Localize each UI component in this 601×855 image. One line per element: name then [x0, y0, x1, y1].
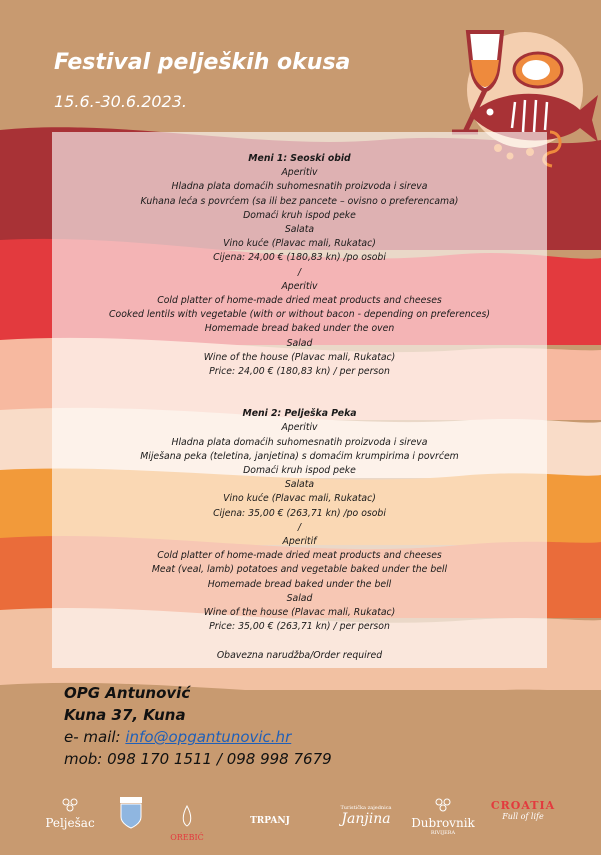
menu1-line-en: Homemade bread baked under the oven [204, 323, 395, 335]
menu2-line: Domaći kruh ispod peke [243, 465, 356, 477]
email-row [64, 726, 332, 748]
menu2-line-en: Meat (veal, lamb) potatoes and vegetable baked under the bell [151, 564, 448, 576]
menu1-line: Salata [284, 224, 315, 236]
trpanj-label: TRPANJ [250, 816, 290, 826]
business-address: Kuna 37, Kuna [64, 706, 186, 724]
menu1-line: Kuhana leća s povrćem (sa ili bez pancete – ovisno o preferencama) [140, 195, 459, 207]
croatia-logo [488, 799, 558, 821]
menu-text [52, 152, 547, 663]
menu1-line-en: Salad [286, 337, 313, 349]
menu2-line-en: Cold platter of home-made dried meat products and cheeses [157, 550, 442, 562]
contact-block [64, 682, 332, 770]
menu2-separator: / [297, 521, 302, 533]
orebic-label: OREBIĆ [170, 833, 204, 842]
business-name: OPG Antunović [64, 684, 191, 702]
dubrovnik-sub-label: RIVIJERA [430, 830, 456, 836]
menu1-line-en: Wine of the house (Plavac mali, Rukatac) [203, 351, 396, 363]
order-note: Obavezna narudžba/Order required [216, 649, 383, 661]
menu1-line-en: Aperitiv [281, 280, 318, 292]
menu2-line: Aperitiv [281, 422, 318, 434]
croatia-sub-label: Full of life [502, 812, 544, 821]
trpanj-logo [230, 813, 310, 826]
menu2-line: Hladna plata domaćih suhomesnatih proizvoda i sireva [171, 436, 428, 448]
coat-of-arms-logo [116, 795, 146, 832]
page-title: Festival peljeških okusa [54, 50, 351, 75]
menu1-line-en: Cooked lentils with vegetable (with or without bacon - depending on preferences) [109, 309, 490, 321]
dubrovnik-logo [408, 797, 478, 836]
menu2-line-en: Wine of the house (Plavac mali, Rukatac) [203, 607, 396, 619]
menu1-title: Meni 1: Seoski obid [248, 153, 351, 164]
menu2-line: Salata [284, 479, 315, 491]
menu2-line-en: Salad [286, 592, 313, 604]
menu1-price-hr: Cijena: 24,00 € (180,83 kn) /po osobi [213, 252, 386, 264]
email-label: e- mail: [64, 728, 126, 746]
menu1-price-en: Price: 24,00 € (180,83 kn) / per person [209, 366, 390, 378]
menu1-line: Aperitiv [281, 167, 318, 179]
dubrovnik-label: Dubrovnik [411, 816, 475, 830]
menu1-line-en: Cold platter of home-made dried meat products and cheeses [157, 295, 442, 307]
janjina-small-label: Turistička zajednica [340, 805, 392, 811]
phone-numbers: mob: 098 170 1511 / 098 998 7679 [64, 750, 332, 768]
menu1-separator: / [297, 266, 302, 278]
grape-icon [433, 797, 453, 813]
menu2-price-hr: Cijena: 35,00 € (263,71 kn) /po osobi [213, 507, 386, 519]
menu2-line-en: Aperitif [282, 536, 317, 548]
wine-drop-icon [180, 805, 194, 827]
peljesac-label: Pelješac [45, 816, 95, 830]
shield-icon [118, 795, 144, 829]
croatia-label: CROATIA [490, 799, 556, 812]
orebic-logo [162, 805, 212, 843]
grape-icon [60, 797, 80, 813]
menu2-line: Vino kuće (Plavac mali, Rukatac) [223, 493, 376, 505]
menu2-price-en: Price: 35,00 € (263,71 kn) / per person [209, 621, 390, 633]
menu2-line: Miješana peka (teletina, janjetina) s domaćim krumpirima i povrćem [140, 450, 459, 462]
menu2-line-en: Homemade bread baked under the bell [207, 578, 392, 590]
janjina-logo [326, 805, 406, 827]
email-link[interactable]: info@opgantunovic.hr [125, 728, 292, 746]
janjina-label: Janjina [341, 811, 391, 827]
menu1-line: Domaći kruh ispod peke [243, 209, 356, 221]
sponsor-logos [40, 795, 570, 840]
menu1-line: Hladna plata domaćih suhomesnatih proizvoda i sireva [171, 181, 428, 193]
peljesac-logo [40, 797, 100, 830]
festival-dates: 15.6.-30.6.2023. [54, 92, 187, 111]
menu1-line: Vino kuće (Plavac mali, Rukatac) [223, 238, 376, 250]
menu2-title: Meni 2: Pelješka Peka [242, 408, 357, 420]
